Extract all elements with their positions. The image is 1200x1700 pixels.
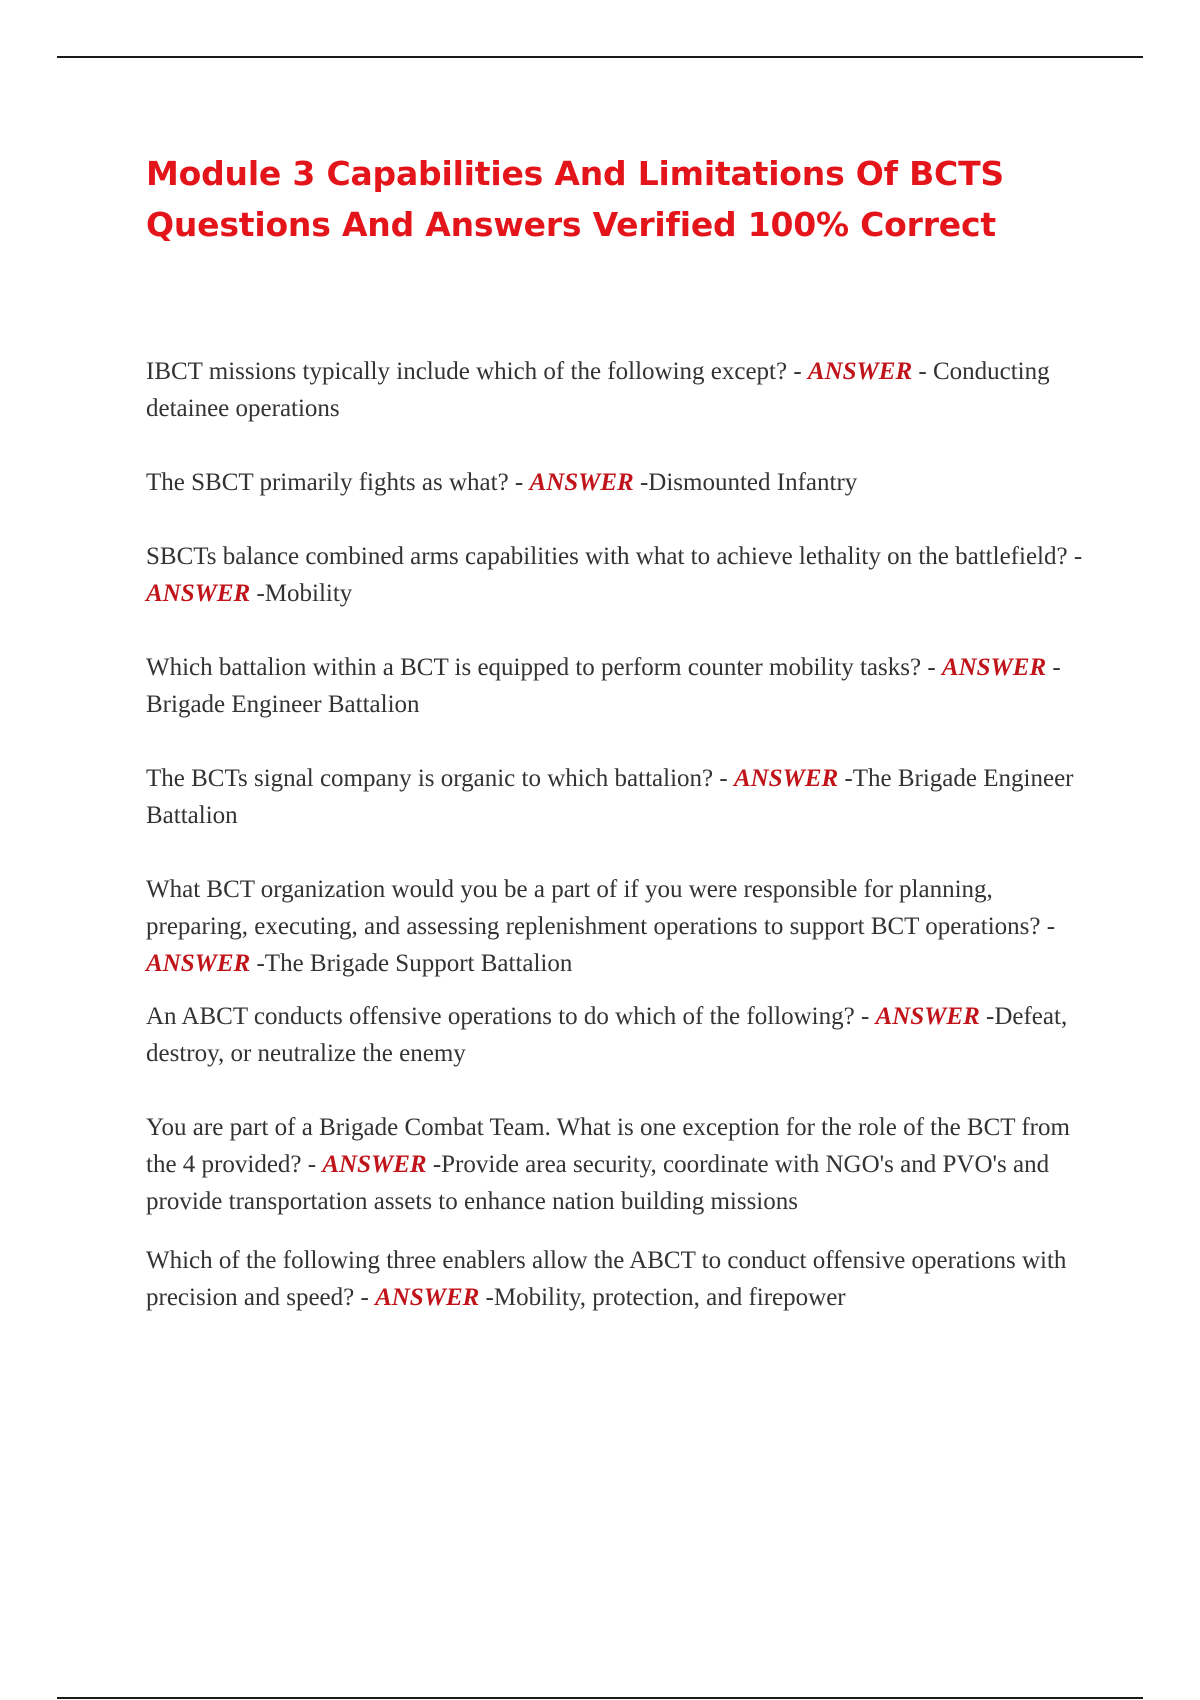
question-text: An ABCT conducts offensive operations to do which of the following? - [146,1003,876,1030]
answer-text: -Provide area security, coordinate with NGO's and PVO's and provide transportation assets to enhance nation building missions [146,1151,1050,1215]
qa-item-7 [146,998,1086,1072]
answer-label: ANSWER [807,358,913,385]
answer-text: -The Brigade Engineer Battalion [146,765,1074,829]
answer-label: ANSWER [941,654,1047,681]
answer-text: -Brigade Engineer Battalion [146,654,1061,718]
top-divider [57,56,1143,58]
question-text: IBCT missions typically include which of the following except? - [146,358,808,385]
qa-item-2 [146,464,1086,501]
answer-label: ANSWER [733,765,839,792]
bottom-divider [57,1697,1143,1699]
answer-text: -Dismounted Infantry [633,469,858,496]
answer-text: -Mobility [250,580,353,607]
question-text: Which battalion within a BCT is equipped to perform counter mobility tasks? - [146,654,942,681]
answer-text: -The Brigade Support Battalion [250,950,573,977]
qa-item-3 [146,538,1086,612]
question-text: The SBCT primarily fights as what? - [146,469,530,496]
answer-text: - Conducting detainee operations [146,358,1050,422]
answer-label: ANSWER [322,1151,427,1178]
question-text: SBCTs balance combined arms capabilities with what to achieve lethality on the battlefield? - [146,543,1083,570]
qa-item-4 [146,649,1086,723]
answer-label: ANSWER [146,950,251,977]
question-text: What BCT organization would you be a part of if you were responsible for planning, preparing, executing, and assessing replenishment operations to support BCT operations? - [146,876,1056,940]
answer-label: ANSWER [146,580,251,607]
answer-label: ANSWER [375,1284,480,1311]
answer-text: -Defeat, destroy, or neutralize the enemy [146,1003,1068,1067]
qa-list [146,353,1086,1316]
qa-item-6 [146,871,1086,982]
qa-item-1 [146,353,1086,427]
question-text: Which of the following three enablers allow the ABCT to conduct offensive operations with precision and speed? - [146,1247,1067,1311]
document-title: Module 3 Capabilities And Limitations Of BCTS Questions And Answers Verified 100% Correct [146,154,1004,244]
answer-label: ANSWER [529,469,634,496]
qa-item-8 [146,1109,1086,1220]
qa-item-5 [146,760,1086,834]
question-text: You are part of a Brigade Combat Team. What is one exception for the role of the BCT from the 4 provided? - [146,1114,1070,1178]
answer-label: ANSWER [875,1003,980,1030]
answer-text: -Mobility, protection, and firepower [479,1284,846,1311]
qa-item-9 [146,1242,1086,1316]
question-text: The BCTs signal company is organic to which battalion? - [146,765,734,792]
